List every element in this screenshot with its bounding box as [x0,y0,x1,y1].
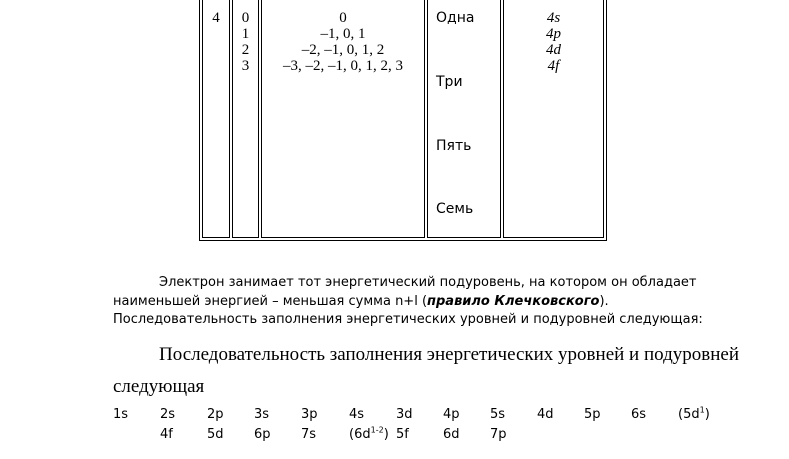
cell-orbital-count [427,0,501,238]
m-values: 0 [339,10,347,26]
m-values: –2, –1, 0, 1, 2 [301,42,385,58]
klechkovsky-paragraph: Электрон занимает тот энергетический подуровень, на котором он обладает наименьшей энергией – меньшая сумма n+l (правило Клечковского). Последовательность заполнения энергетических уровней и подуровней следующая: [113,275,703,327]
l-value: 0 [241,10,250,26]
l-value: 3 [241,58,250,74]
sequence-item: 4d [537,407,554,422]
cell-sublevels [503,0,604,238]
sequence-item: 2s [160,407,176,422]
sequence-item: 2p [207,407,224,422]
l-value: 2 [241,42,250,58]
orbital-count: Семь [436,201,474,217]
rule-name: правило Клечковского [427,293,600,309]
sequence-item: 4f [160,427,173,442]
sequence-item: 4s [349,407,365,422]
sequence-item: 5p [584,407,601,422]
orbital-count: Три [436,74,463,90]
sublevel: 4p [546,26,561,42]
l-value: 1 [241,26,250,42]
sequence-item: 1s [113,407,129,422]
cell-orbital-numbers [232,0,259,238]
sequence-item: 7s [301,427,317,442]
sublevel: 4d [546,42,561,58]
sequence-item: 3d [396,407,413,422]
orbital-count: Пять [436,138,472,154]
quantum-numbers-table [199,0,607,241]
sequence-item: 4p [443,407,460,422]
sequence-item: 3p [301,407,318,422]
m-values: –3, –2, –1, 0, 1, 2, 3 [283,58,403,74]
m-values: –1, 0, 1 [320,26,366,42]
sequence-item: $(5d^1)$ [678,405,710,422]
sequence-item: 5s [490,407,506,422]
sequence-heading-paragraph: Последовательность заполнения энергетических уровней и подуровней следующая [113,344,739,397]
cell-principal-number [202,0,230,238]
sequence-item: 7p [490,427,507,442]
sequence-item: $(6d^{1-2})$ [349,425,389,442]
sublevel: 4f [547,58,560,74]
principal-number: 4 [212,10,220,26]
sequence-item: 6s [631,407,647,422]
sublevel: 4s [546,10,561,26]
sequence-item: 6d [443,427,460,442]
sequence-item: 5d [207,427,224,442]
sequence-item: 5f [396,427,409,442]
orbital-count: Одна [436,10,475,26]
sequence-item: 6p [254,427,271,442]
cell-magnetic-numbers [261,0,425,238]
sequence-item: 3s [254,407,270,422]
